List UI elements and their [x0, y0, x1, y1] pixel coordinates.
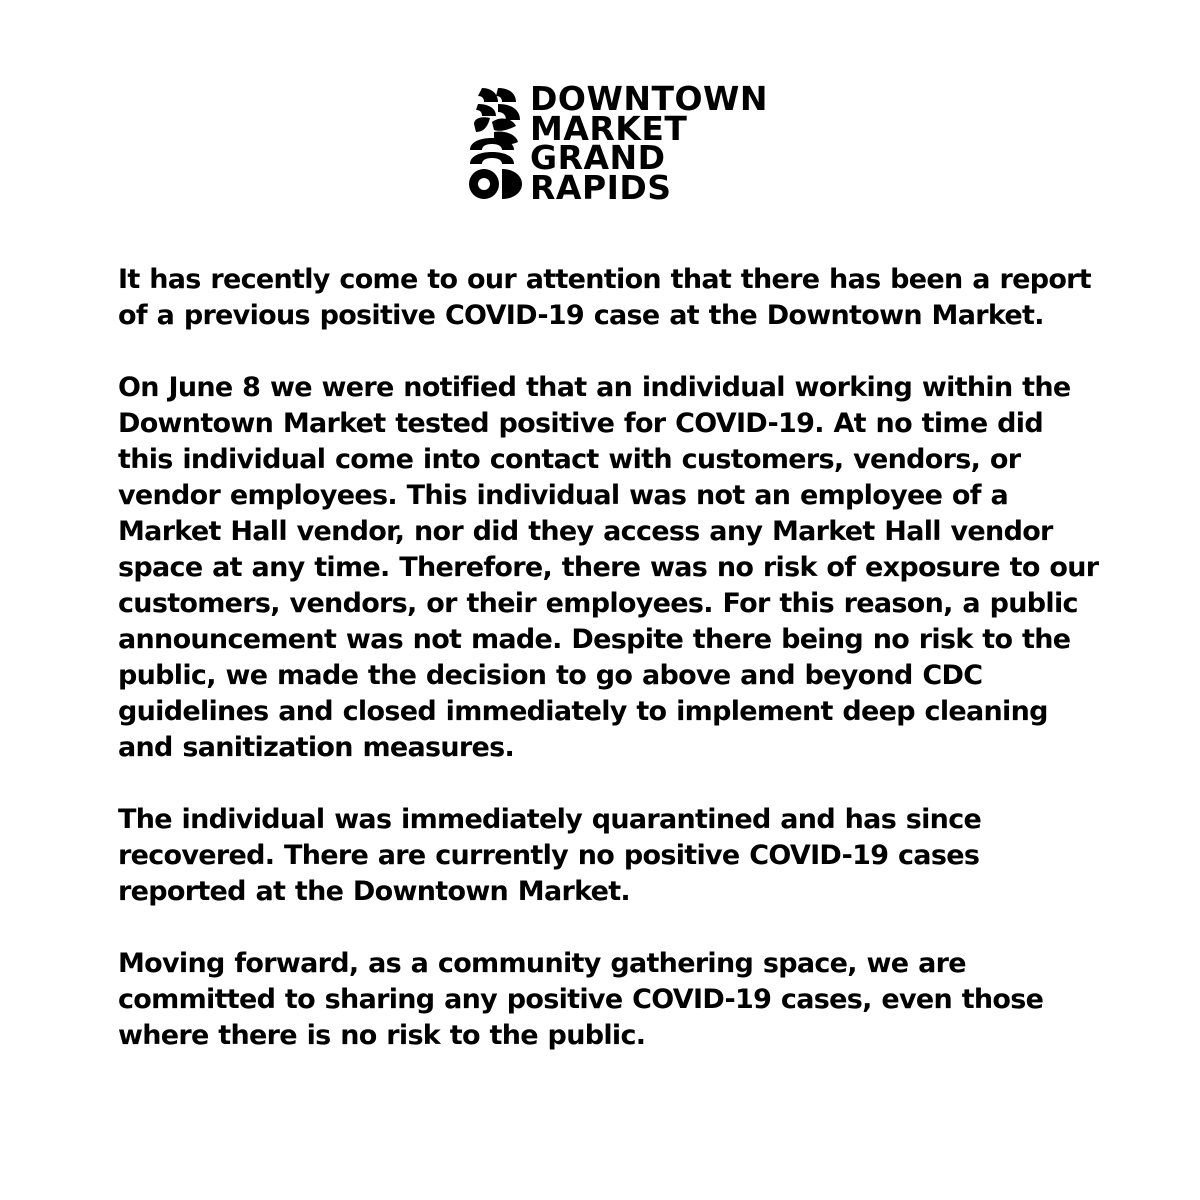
logo-line-rapids: RAPIDS	[530, 167, 672, 207]
text-line: space at any time. Therefore, there was no risk of exposure to our	[118, 552, 1099, 583]
text-line: On June 8 we were notified that an individual working within the	[118, 372, 1071, 403]
text-line: It has recently come to our attention that there has been a report	[118, 264, 1091, 295]
paragraph-recovery	[118, 802, 1118, 910]
text-line: where there is no risk to the public.	[118, 1020, 646, 1051]
text-line: customers, vendors, or their employees. For this reason, a public	[118, 588, 1078, 619]
text-line: vendor employees. This individual was not an employee of a	[118, 480, 1009, 511]
downtown-market-mark-icon	[468, 86, 524, 202]
text-line: Market Hall vendor, nor did they access any Market Hall vendor	[118, 516, 1053, 547]
logo-line-market: MARKET	[530, 108, 688, 148]
text-line: The individual was immediately quarantined and has since	[118, 804, 982, 835]
text-line: and sanitization measures.	[118, 732, 515, 763]
text-line: this individual come into contact with customers, vendors, or	[118, 444, 1021, 475]
text-line: announcement was not made. Despite there being no risk to the	[118, 624, 1071, 655]
paragraph-moving-forward	[118, 946, 1118, 1054]
text-line: of a previous positive COVID-19 case at the Downtown Market.	[118, 300, 1044, 331]
text-line: public, we made the decision to go above and beyond CDC	[118, 660, 983, 691]
text-line: Moving forward, as a community gathering space, we are	[118, 948, 966, 979]
text-line: recovered. There are currently no positive COVID-19 cases	[118, 840, 980, 871]
paragraph-details	[118, 370, 1118, 766]
text-line: committed to sharing any positive COVID-19 cases, even those	[118, 984, 1044, 1015]
logo	[468, 79, 798, 207]
text-line: Downtown Market tested positive for COVID-19. At no time did	[118, 408, 1043, 439]
logo-line-grand: GRAND	[530, 138, 666, 177]
logo-line-downtown: DOWNTOWN	[530, 79, 769, 118]
statement-body	[118, 262, 1118, 1090]
text-line: reported at the Downtown Market.	[118, 876, 630, 907]
text-line: guidelines and closed immediately to implement deep cleaning	[118, 696, 1048, 727]
paragraph-report	[118, 262, 1118, 334]
logo-wordmark	[530, 79, 800, 207]
